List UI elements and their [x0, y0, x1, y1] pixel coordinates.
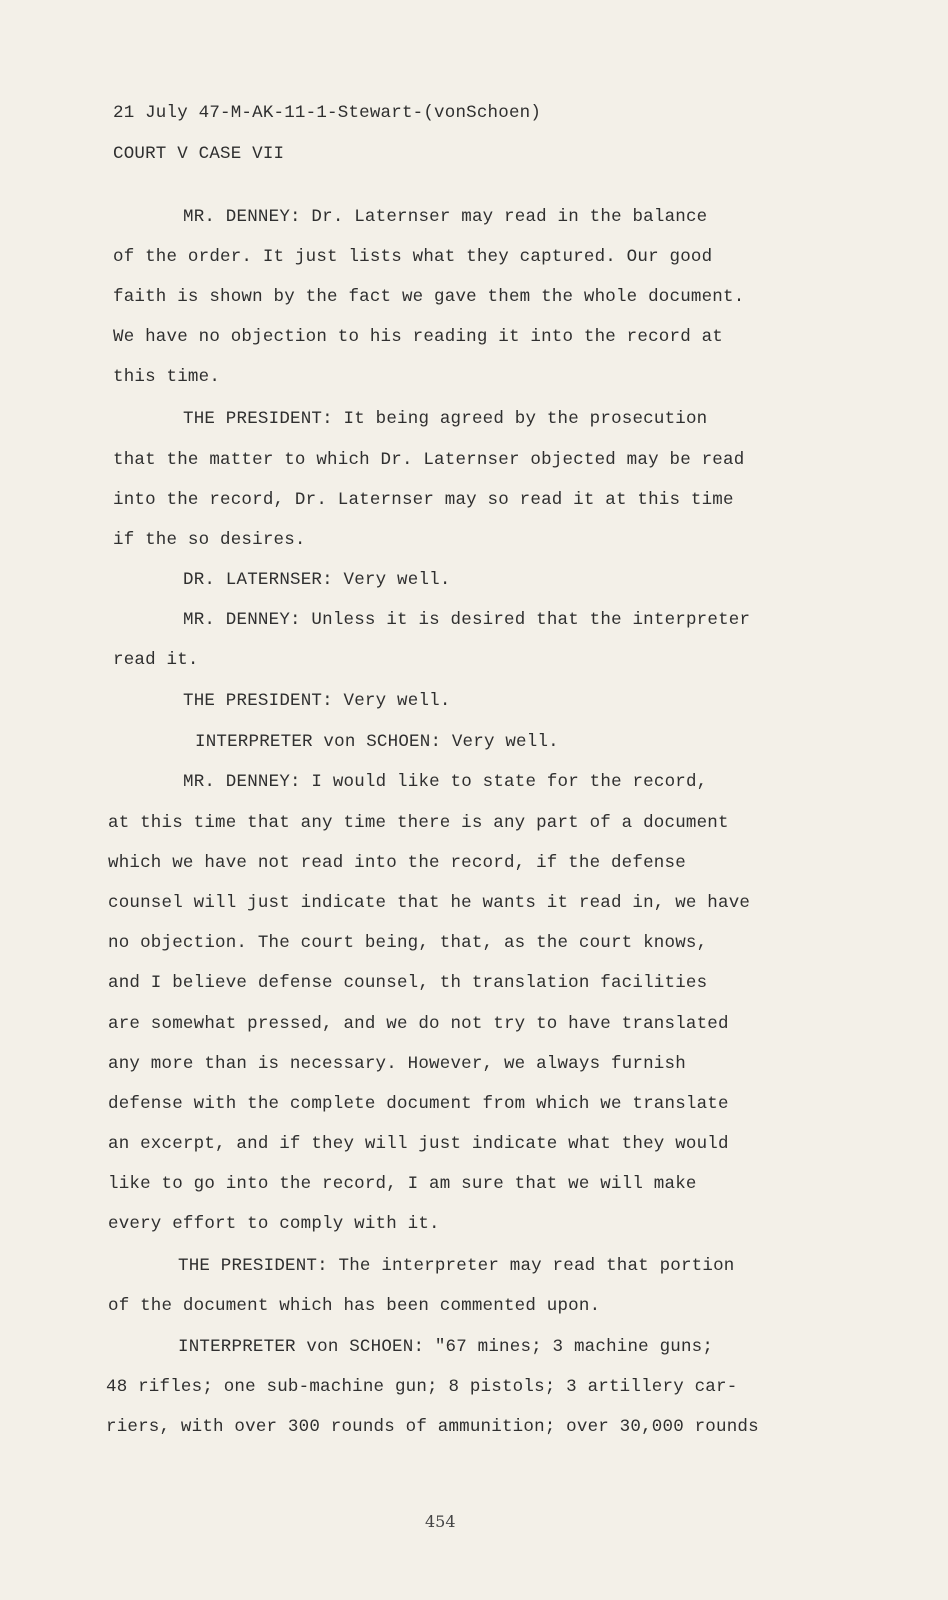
text-line: DR. LATERNSER: Very well.: [183, 570, 451, 590]
text-line: no objection. The court being, that, as the court knows,: [108, 933, 708, 953]
text-line: which we have not read into the record, if the defense: [108, 853, 686, 873]
text-line: every effort to comply with it.: [108, 1214, 440, 1234]
text-line: MR. DENNEY: I would like to state for the record,: [183, 772, 708, 792]
text-line: INTERPRETER von SCHOEN: "67 mines; 3 machine guns;: [178, 1337, 714, 1357]
text-line: THE PRESIDENT: Very well.: [183, 691, 451, 711]
text-line: any more than is necessary. However, we always furnish: [108, 1054, 686, 1074]
text-line: into the record, Dr. Laternser may so read it at this time: [113, 490, 734, 510]
text-line: THE PRESIDENT: It being agreed by the prosecution: [183, 409, 708, 429]
text-line: this time.: [113, 367, 221, 387]
text-line: are somewhat pressed, and we do not try to have translated: [108, 1014, 729, 1034]
text-line: INTERPRETER von SCHOEN: Very well.: [195, 732, 559, 752]
text-line: 48 rifles; one sub-machine gun; 8 pistols; 3 artillery car-: [106, 1377, 738, 1397]
header-court-case: COURT V CASE VII: [113, 144, 285, 164]
text-line: defense with the complete document from which we translate: [108, 1094, 729, 1114]
text-line: an excerpt, and if they will just indicate what they would: [108, 1134, 729, 1154]
header-reference: 21 July 47-M-AK-11-1-Stewart-(vonSchoen): [113, 103, 542, 123]
text-line: if the so desires.: [113, 530, 306, 550]
text-line: of the document which has been commented upon.: [108, 1296, 601, 1316]
text-line: We have no objection to his reading it into the record at: [113, 327, 723, 347]
text-line: that the matter to which Dr. Laternser objected may be read: [113, 450, 745, 470]
text-line: of the order. It just lists what they captured. Our good: [113, 247, 713, 267]
text-line: like to go into the record, I am sure that we will make: [108, 1174, 697, 1194]
text-line: MR. DENNEY: Dr. Laternser may read in the balance: [183, 207, 708, 227]
text-line: read it.: [113, 650, 199, 670]
text-line: MR. DENNEY: Unless it is desired that the interpreter: [183, 610, 751, 630]
text-line: counsel will just indicate that he wants it read in, we have: [108, 893, 751, 913]
text-line: at this time that any time there is any part of a document: [108, 813, 729, 833]
text-line: and I believe defense counsel, th translation facilities: [108, 973, 708, 993]
text-line: faith is shown by the fact we gave them the whole document.: [113, 287, 745, 307]
text-line: riers, with over 300 rounds of ammunition; over 30,000 rounds: [106, 1417, 759, 1437]
text-line: THE PRESIDENT: The interpreter may read that portion: [178, 1256, 735, 1276]
page-number: 454: [425, 1512, 456, 1531]
